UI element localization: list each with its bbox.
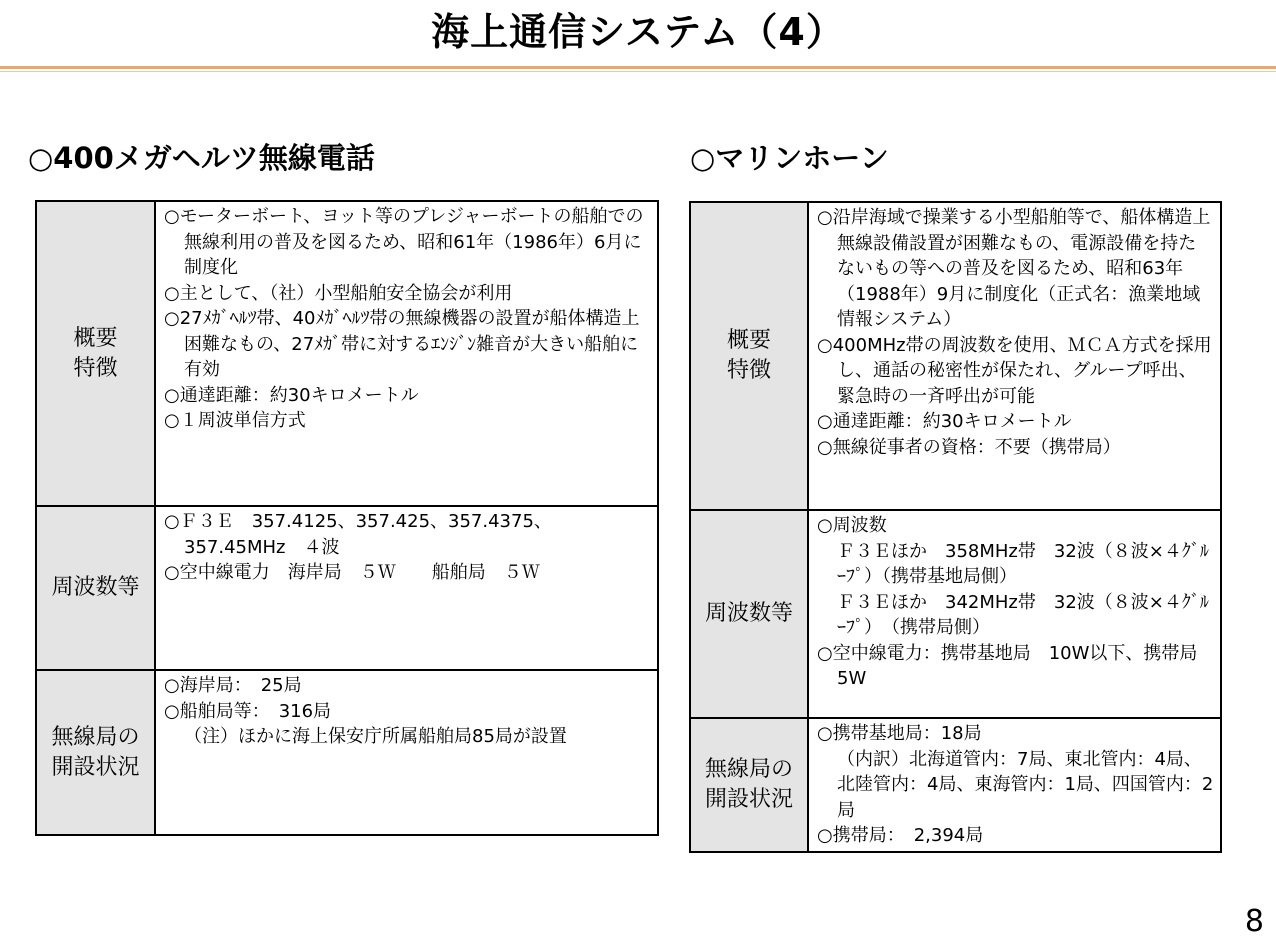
header-line: 無線局の (51, 724, 140, 750)
title-underline (0, 66, 1276, 69)
list-item: ○１周波単信方式 (164, 410, 306, 431)
row-overview (690, 202, 1221, 510)
row-header-overview (36, 201, 155, 506)
row-content-overview (808, 202, 1221, 510)
list-item: ○通達距離：約30キロメートル (164, 384, 419, 406)
list-item: ○海岸局： 25局 (164, 675, 302, 696)
row-content-stations (155, 670, 658, 835)
header-line: 特徴 (726, 358, 771, 383)
list-item: ○モーターボート、ヨット等のプレジャーボートの船舶での無線利用の普及を図るため、昭和61年（1986年）6月に制度化 (164, 206, 644, 278)
header-line: 特徴 (73, 355, 118, 381)
title-underline-thin (0, 71, 1276, 72)
list-item: ○空中線電力：携帯基地局 10W以下、携帯局 5W (817, 642, 1216, 689)
row-header-overview (690, 202, 808, 510)
list-item: ○船舶局等： 316局 (164, 700, 332, 722)
header-line: 無線局の (704, 756, 793, 782)
sub-item: Ｆ３Ｅほか 342MHz帯 32波（８波×４ｸﾞﾙｰﾌﾟ） （携帯局側） (837, 591, 1209, 638)
row-content-frequency (155, 506, 658, 670)
page-number: 8 (1244, 904, 1264, 939)
header-line: 開設状況 (51, 754, 140, 780)
row-content-overview (155, 201, 658, 506)
list-item: ○400MHz帯の周波数を使用、ＭＣＡ方式を採用し、通話の秘密性が保たれ、グループ呼出、緊急時の一斉呼出が可能 (817, 334, 1212, 407)
list-item: ○携帯局： 2,394局 (817, 825, 984, 846)
section-title-marinhorn: ○マリンホーン (690, 141, 889, 175)
note-text: （注）ほかに海上保安庁所属船舶局85局が設置 (184, 726, 567, 747)
header-line: 周波数等 (704, 601, 793, 626)
list-item: ○無線従事者の資格：不要（携帯局） (817, 436, 1121, 458)
row-header-frequency (36, 506, 155, 670)
row-header-frequency (690, 510, 808, 718)
note-text: （内訳）北海道管内：7局、東北管内：4局、北陸管内：4局、東海管内：1局、四国管内：2局 (837, 748, 1214, 821)
list-item: ○携帯基地局：18局 (817, 723, 982, 744)
sub-item: Ｆ３Ｅほか 358MHz帯 32波（８波×４ｸﾞﾙｰﾌﾟ）（携帯基地局側） (837, 540, 1209, 587)
list-item: ○主として、（社）小型船舶安全協会が利用 (164, 282, 513, 304)
list-item: ○空中線電力 海岸局 ５Ｗ 船舶局 ５Ｗ (164, 562, 540, 583)
slide-title: 海上通信システム（4） (431, 10, 845, 54)
row-frequency (690, 510, 1221, 718)
table-marinhorn (689, 201, 1222, 853)
row-stations (690, 718, 1221, 852)
header-line: 概要 (73, 325, 118, 351)
row-content-stations (808, 718, 1221, 852)
header-line: 開設状況 (704, 786, 793, 812)
list-item: ○27ﾒｶﾞﾍﾙﾂ帯、40ﾒｶﾞﾍﾙﾂ帯の無線機器の設置が船体構造上困難なもの、27ﾒｶﾞ帯に対するｴﾝｼﾞﾝ雑音が大きい船舶に有効 (164, 308, 640, 380)
header-line: 周波数等 (51, 575, 140, 600)
row-overview (36, 201, 658, 506)
row-stations (36, 670, 658, 835)
list-item: ○Ｆ３Ｅ 357.4125、357.425、357.4375、357.45MHz ４波 (164, 511, 552, 558)
list-item: ○周波数 (817, 515, 887, 536)
header-line: 概要 (726, 328, 771, 353)
section-title-400mhz: ○400メガヘルツ無線電話 (28, 141, 375, 175)
list-item: ○通達距離：約30キロメートル (817, 411, 1072, 432)
row-header-stations (690, 718, 808, 852)
table-400mhz (35, 200, 659, 836)
list-item: ○沿岸海域で操業する小型船舶等で、船体構造上無線設備設置が困難なもの、電源設備を持たないもの等への普及を図るため、昭和63年（1988年）9月に制度化（正式名：漁業地域情報システム） (817, 207, 1211, 330)
row-content-frequency (808, 510, 1221, 718)
row-frequency (36, 506, 658, 670)
row-header-stations (36, 670, 155, 835)
